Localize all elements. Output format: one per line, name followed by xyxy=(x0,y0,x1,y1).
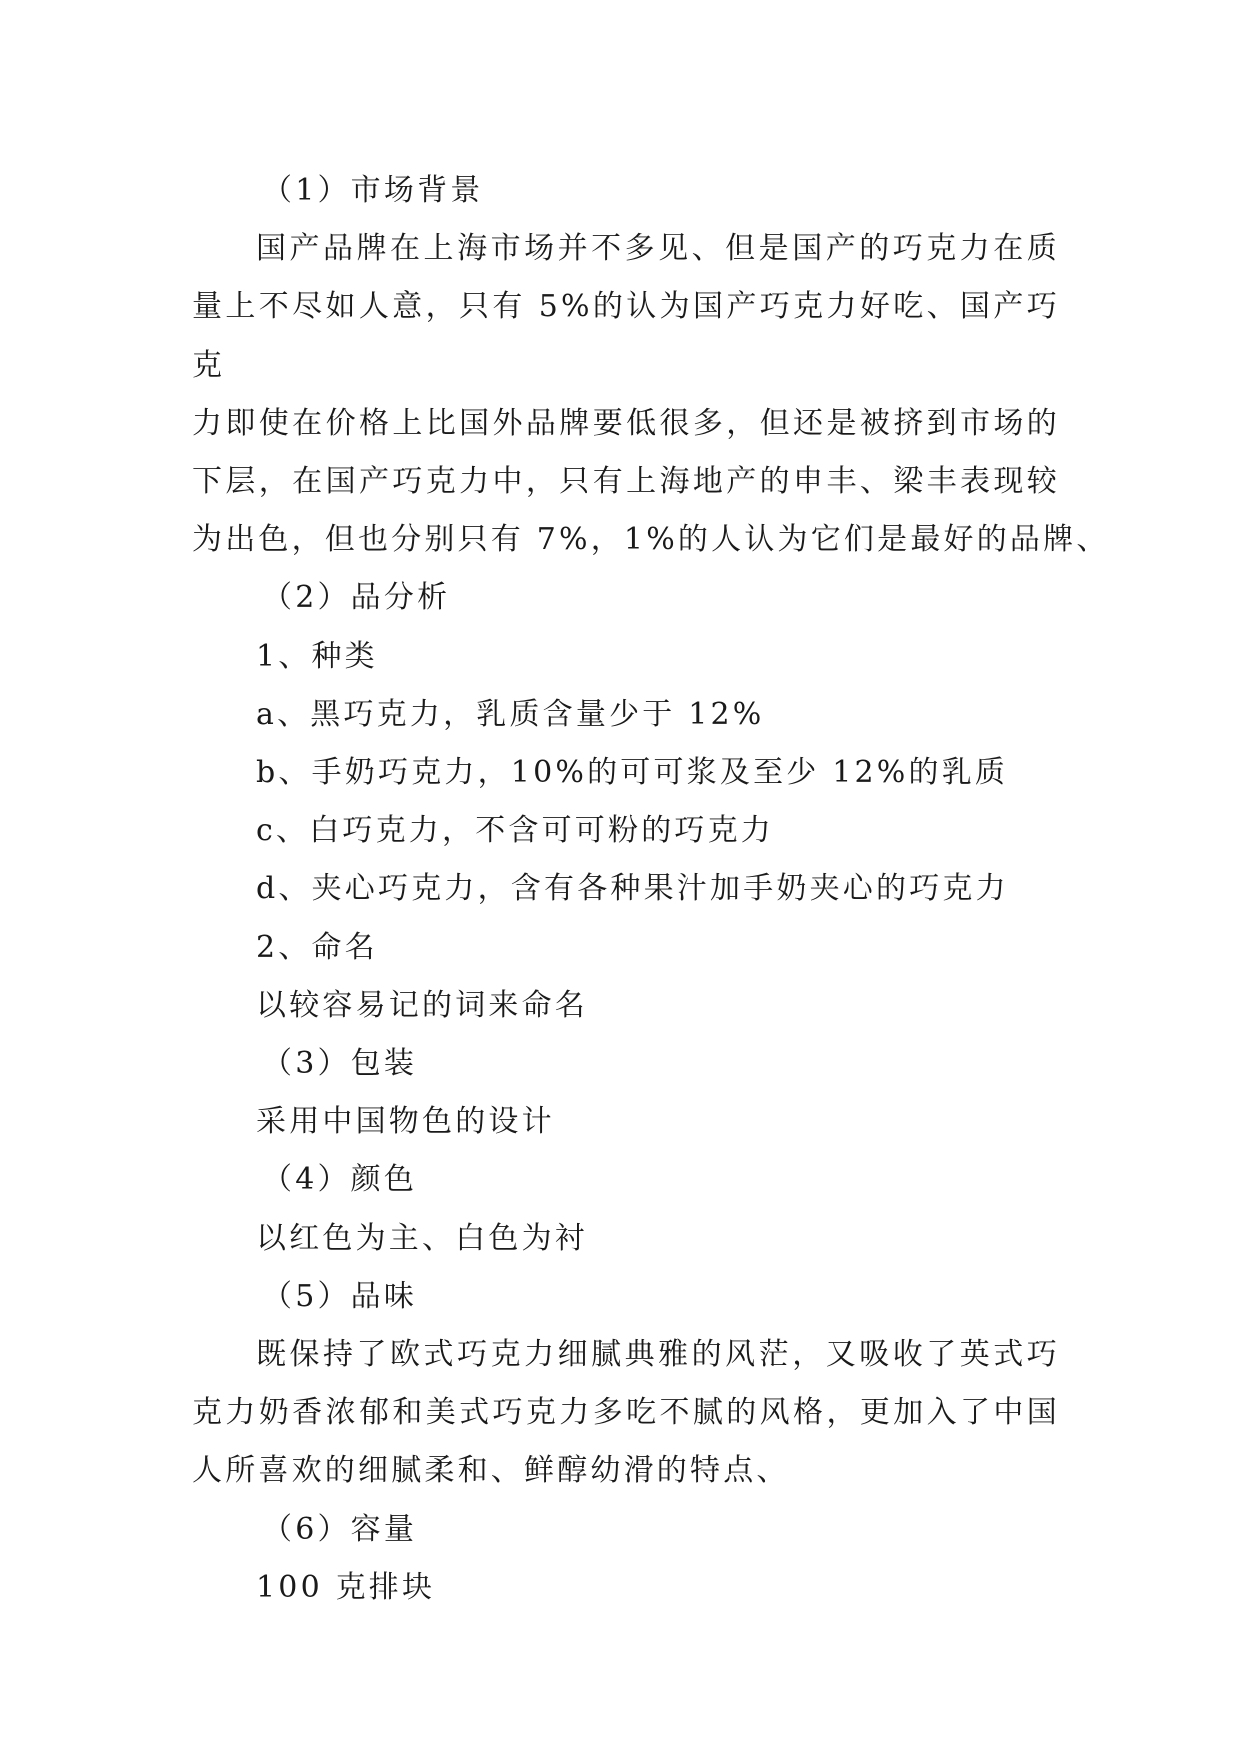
paragraph-line: 人所喜欢的细腻柔和、鲜醇幼滑的特点、 xyxy=(192,1453,790,1489)
paragraph-line: 既保持了欧式巧克力细腻典雅的风茫，又吸收了英式巧 xyxy=(256,1337,1060,1373)
section-heading: （1）市场背景 xyxy=(262,173,484,208)
paragraph-line: 克力奶香浓郁和美式巧克力多吃不腻的风格，更加入了中国 xyxy=(192,1395,1060,1431)
text-line: 1、种类 xyxy=(256,638,378,674)
text-line: 采用中国物色的设计 xyxy=(256,1104,555,1140)
document-body xyxy=(192,162,1110,1617)
section-heading: （5）品味 xyxy=(262,1278,418,1314)
text-line: 2、命名 xyxy=(256,929,378,965)
paragraph-line: 为出色，但也分别只有 7%，1%的人认为它们是最好的品牌、 xyxy=(192,522,1110,558)
section-heading: （6）容量 xyxy=(262,1511,418,1547)
section-heading: （2）品分析 xyxy=(262,580,451,616)
text-line: 以较容易记的词来命名 xyxy=(256,987,588,1023)
text-line: a、黑巧克力，乳质含量少于 12% xyxy=(256,696,765,732)
text-line: d、夹心巧克力，含有各种果汁加手奶夹心的巧克力 xyxy=(256,871,1009,907)
section-heading: （3）包装 xyxy=(262,1046,418,1082)
paragraph xyxy=(192,220,1110,569)
paragraph-line: 下层，在国产巧克力中，只有上海地产的申丰、梁丰表现较 xyxy=(192,464,1060,500)
text-line: 以红色为主、白色为衬 xyxy=(256,1220,588,1256)
section-heading: （4）颜色 xyxy=(262,1162,418,1198)
text-line: c、白巧克力，不含可可粉的巧克力 xyxy=(256,813,775,849)
paragraph-line: 国产品牌在上海市场并不多见、但是国产的巧克力在质 xyxy=(256,231,1060,267)
paragraph-line: 量上不尽如人意，只有 5%的认为国产巧克力好吃、国产巧克 xyxy=(192,289,1060,383)
paragraph xyxy=(192,1326,1060,1501)
paragraph-line: 力即使在价格上比国外品牌要低很多，但还是被挤到市场的 xyxy=(192,405,1060,441)
text-line: 100 克排块 xyxy=(256,1569,436,1605)
text-line: b、手奶巧克力，10%的可可浆及至少 12%的乳质 xyxy=(256,755,1009,791)
